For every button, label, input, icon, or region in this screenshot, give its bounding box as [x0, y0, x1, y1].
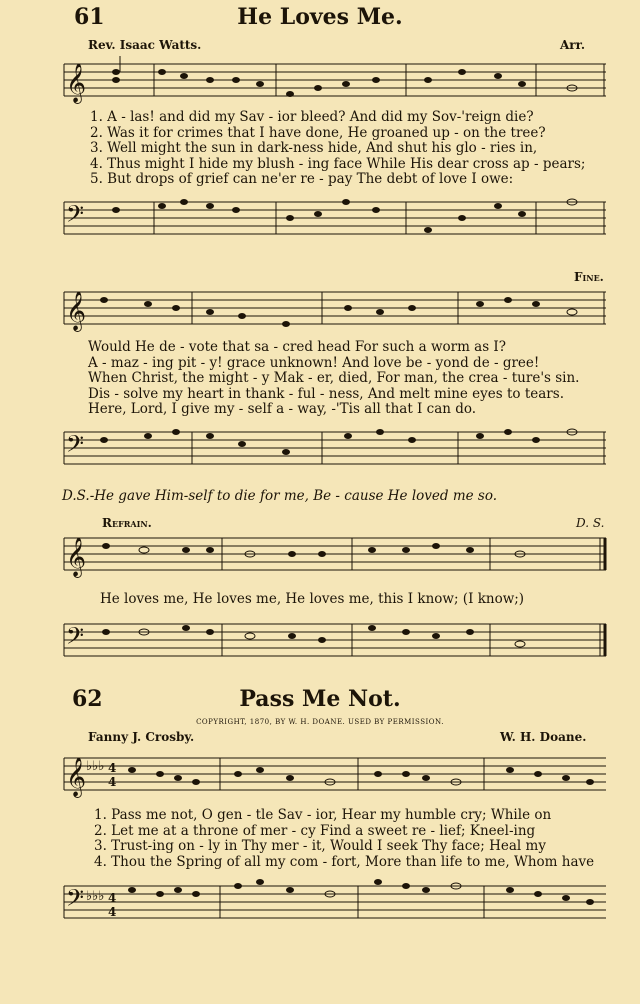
staff-62-1-bass: [60, 872, 610, 934]
svg-text:4: 4: [108, 891, 117, 905]
hymn-61-author: Rev. Isaac Watts.: [88, 38, 202, 52]
svg-text:𝄞: 𝄞: [66, 291, 87, 331]
ds-line: D.S.-He gave Him-self to die for me, Be - cause He loved me so.: [62, 488, 498, 504]
staff-61-refrain-treble: [60, 528, 610, 588]
hymn-62-title: Pass Me Not.: [239, 686, 401, 712]
svg-text:𝄞: 𝄞: [66, 757, 87, 797]
verse-line: 4. Thus might I hide my blush - ing face While His dear cross ap - pears;: [90, 155, 586, 172]
verse-line: 3. Well might the sun in dark-ness hide, And shut his glo - ries in,: [90, 140, 538, 156]
svg-text:𝄢: 𝄢: [66, 622, 85, 655]
hymn-61-verses-1: [90, 110, 585, 188]
refrain-label: Refrain.: [102, 516, 152, 530]
verse-line: 1. Pass me not, O gen - tle Sav - ior, Hear my humble cry; While on: [94, 807, 552, 823]
staff-61-refrain-bass: [60, 614, 610, 674]
verse-line: 5. But drops of grief can ne'er re - pay The debt of love I owe:: [90, 171, 514, 187]
verse-line: Dis - solve my heart in thank - ful - ness, And melt mine eyes to tears.: [88, 385, 564, 402]
verse-line: 2. Was it for crimes that I have done, He groaned up - on the tree?: [90, 124, 546, 141]
svg-text:4: 4: [108, 761, 117, 775]
hymn-61-verses-2: [88, 340, 579, 418]
hymn-62-verses: [94, 808, 594, 870]
staff-62-1-treble: [60, 744, 610, 806]
ds-mark: D. S.: [576, 516, 605, 530]
hymn-62-copyright: COPYRIGHT, 1870, BY W. H. DOANE. USED BY PERMISSION.: [196, 718, 444, 726]
verse-line: 2. Let me at a throne of mer - cy Find a sweet re - lief; Kneel-ing: [94, 822, 536, 839]
hymn-62-author: Fanny J. Crosby.: [88, 730, 195, 744]
svg-text:♭♭♭: ♭♭♭: [86, 889, 105, 904]
verse-line: 3. Trust-ing on - ly in Thy mer - it, Would I seek Thy face; Heal my: [94, 838, 546, 854]
hymn-61-arranger: Arr.: [560, 38, 586, 52]
hymn-62-number: 62: [72, 686, 103, 712]
verse-line: When Christ, the might - y Mak - er, died, For man, the crea - ture's sin.: [88, 370, 580, 386]
svg-text:𝄞: 𝄞: [66, 537, 87, 577]
verse-line: 1. A - las! and did my Sav - ior bleed? And did my Sov-'reign die?: [90, 109, 534, 125]
refrain-text: He loves me, He loves me, He loves me, this I know; (I know;): [100, 591, 525, 607]
svg-text:𝄢: 𝄢: [66, 884, 85, 917]
hymn-61-title: He Loves Me.: [237, 4, 403, 30]
verse-line: A - maz - ing pit - y! grace unknown! And love be - yond de - gree!: [88, 354, 540, 371]
svg-text:♭♭♭: ♭♭♭: [86, 759, 105, 774]
staff-61-1-treble: [60, 50, 610, 110]
verse-line: 4. Thou the Spring of all my com - fort, More than life to me, Whom have: [94, 853, 595, 870]
staff-61-2-treble: [60, 280, 610, 340]
staff-61-1-bass: [60, 190, 610, 250]
hymn-61-number: 61: [74, 4, 105, 30]
staff-61-2-bass: [60, 420, 610, 480]
svg-text:𝄞: 𝄞: [66, 63, 87, 103]
svg-text:4: 4: [108, 905, 117, 919]
fine-mark: Fine.: [574, 270, 604, 284]
svg-text:4: 4: [108, 775, 117, 789]
svg-text:𝄢: 𝄢: [66, 200, 85, 233]
verse-line: Would He de - vote that sa - cred head For such a worm as I?: [88, 339, 507, 355]
svg-text:𝄢: 𝄢: [66, 430, 85, 463]
verse-line: Here, Lord, I give my - self a - way, -'Tis all that I can do.: [88, 401, 477, 417]
hymn-62-composer: W. H. Doane.: [500, 730, 587, 744]
